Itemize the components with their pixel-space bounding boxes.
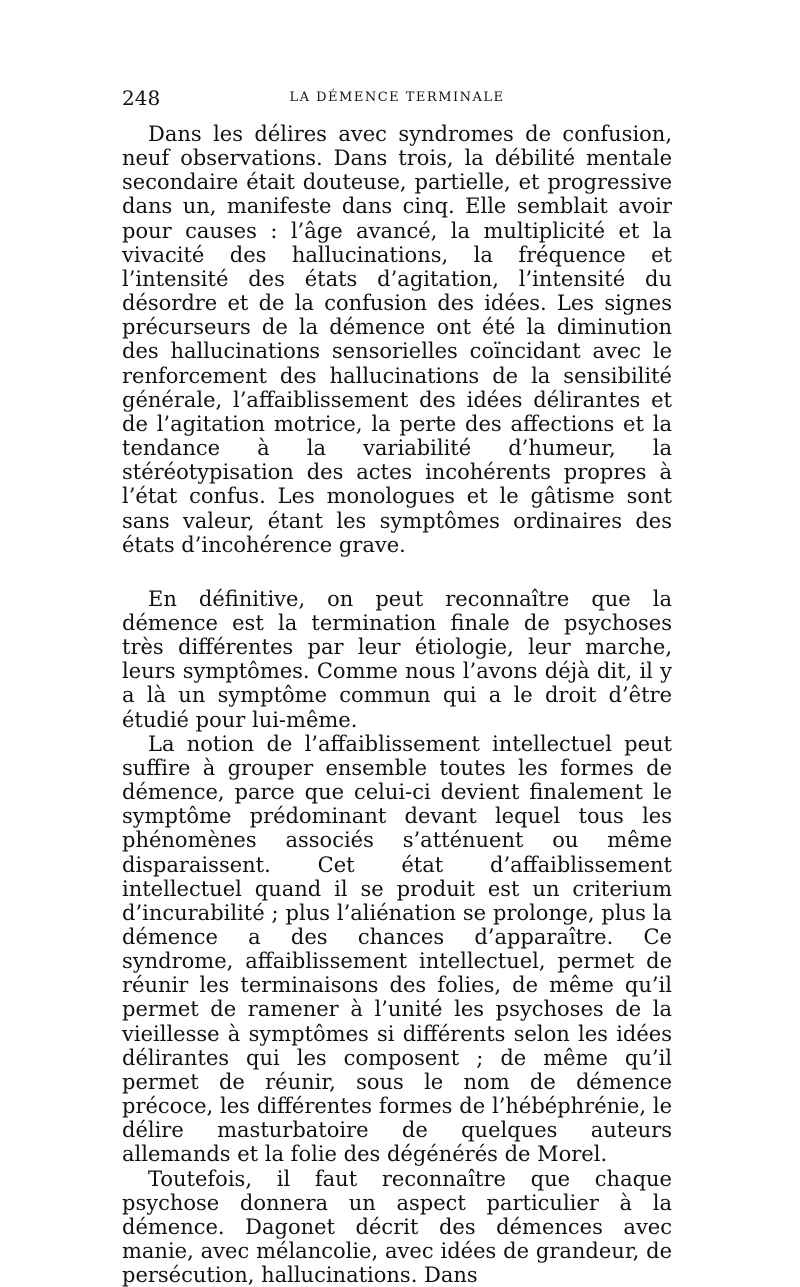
paragraph-confusion-observations: Dans les délires avec syndromes de confusion, neuf observations. Dans trois, la débilité mentale secondaire était douteuse, partielle, et progressive dans un, manifeste dans cinq. Elle semblait avoir pour causes : l’âge avancé, la multiplicité et la vivacité des hallucinations, la fréquence et l’intensité des états d’agitation, l’intensité du désordre et de la confusion des idées. Les signes précurseurs de la démence ont été la diminution des hallucinations sensorielles coïncidant avec le renforcement des hallucinations de la sensibilité générale, l’affaiblissement des idées délirantes et de l’agitation motrice, la perte des affections et la tendance à la variabilité d’humeur, la stéréotypisation des actes incohérents propres à l’état confus. Les monologues et le gâtisme sont sans valeur, étant les symptômes ordinaires des états d’incohérence grave. (122, 122, 672, 557)
paragraph-intellectual-weakening: La notion de l’affaiblissement intellectuel peut suffire à grouper ensemble toutes les formes de démence, parce que celui-ci devient finalement le symptôme prédominant devant lequel tous les phénomènes associés s’atténuent ou même disparaissent. Cet état d’affaiblissement intellectuel quand il se produit est un criterium d’incurabilité ; plus l’aliénation se prolonge, plus la démence a des chances d’apparaître. Ce syndrome, affaiblissement intellectuel, permet de réunir les terminaisons des folies, de même qu’il permet de ramener à l’unité les psychoses de la vieillesse à symptômes si différents selon les idées délirantes qui les composent ; de même qu’il permet de réunir, sous le nom de démence précoce, les différentes formes de l’hébéphrénie, le délire masturbatoire de quelques auteurs allemands et la folie des dégénérés de Morel. (122, 731, 672, 1167)
paragraph-definitive: En définitive, on peut reconnaître que la démence est la termination finale de psychoses très différentes par leur étiologie, leur marche, leurs symptômes. Comme nous l’avons déjà dit, il y a là un symptôme commun qui a le droit d’être étudié pour lui-même. (122, 586, 672, 732)
page-number: 248 (122, 86, 161, 110)
running-head (122, 86, 672, 122)
paragraph-gap (122, 557, 672, 587)
paragraph-toutefois: Toutefois, il faut reconnaître que chaque psychose donnera un aspect particulier à la démence. Dagonet décrit des démences avec manie, avec mélancolie, avec idées de grandeur, de persécution, hallucinations. Dans (122, 1166, 672, 1287)
running-title: LA DÉMENCE TERMINALE (289, 90, 505, 105)
book-page (122, 86, 672, 1287)
